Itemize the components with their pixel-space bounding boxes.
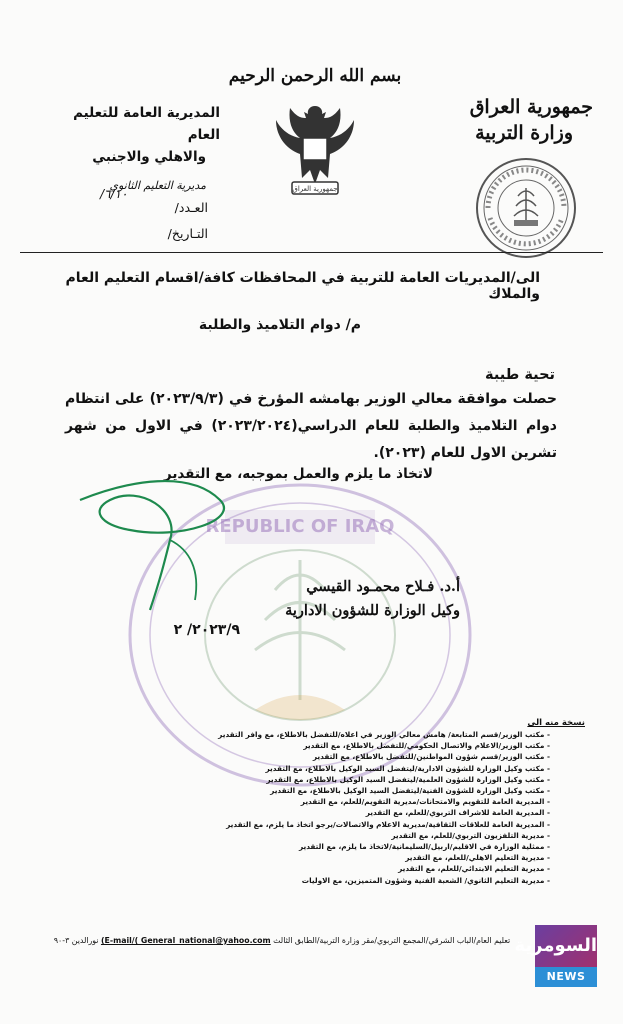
greeting: تحية طيبة: [485, 367, 555, 383]
header-divider: [20, 252, 603, 253]
directorate-line1: المديرية العامة للتعليم العام: [73, 105, 220, 143]
copy-item: - المديرية العامة للعلاقات الثقافية/مديرية الاعلام والاتصالات/يرجو اتخاذ ما يلزم، مع التقدير: [150, 819, 550, 830]
copy-item: - مديرية التعليم الابتدائي/للعلم، مع التقدير: [150, 863, 550, 874]
directorate-line2: والاهلي والاجنبي: [92, 149, 206, 165]
signatory-name: أ.د. فـلاح محمـود القيسي: [306, 578, 460, 595]
copy-item: - مكتب وكيل الوزارة للشؤون العلمية/ليتفضل السيد الوكيل بالاطلاع، مع التقدير: [150, 774, 550, 785]
ministry-seal-icon: [474, 156, 578, 260]
number-value: ٦/١٠/: [100, 187, 128, 201]
footer-address-text: تعليم العام/الباب الشرقي/المجمع التربوي/مقر وزارة التربية/الطابق الثالث: [273, 936, 511, 945]
emblem-caption: جمهورية العراق: [292, 185, 338, 193]
copy-item: - مكتب وكيل الوزارة للشؤون الفنية/ليتفضل السيد الوكيل بالاطلاع، مع التقدير: [150, 785, 550, 796]
copy-item: - مكتب الوزير/الاعلام والاتصال الحكومي/للتفضل بالاطلاع، مع التقدير: [150, 740, 550, 751]
ministry-name: وزارة التربية: [475, 122, 573, 144]
closing-line: لاتخاذ ما يلزم والعمل بموجبه، مع التقدير: [163, 466, 433, 482]
copy-item: - مديرية التعليم الثانوي/ الشعبة الفنية وشؤون المتميزين، مع الاوليات: [150, 875, 550, 886]
copy-item: - مديرية التعليم الاهلي/للعلم، مع التقدير: [150, 852, 550, 863]
copy-item: - مكتب الوزير/قسم المتابعة/ هامش معالي الوزير في اعلاه/للتفضل بالاطلاع، مع وافر التقدير: [150, 729, 550, 740]
footer-email[interactable]: (E-mail/( General_national@yahoo.com: [100, 936, 271, 945]
country-name: جمهورية العراق: [469, 96, 593, 118]
letter-body: حصلت موافقة معالي الوزير بهامشه المؤرخ في (٢٠٢٣/٩/٣) على انتظام دوام التلاميذ والطلبة للعام الدراسي(٢٠٢٣/٢٠٢٤) في الاول من شهر تشرين الاول للعام (٢٠٢٣).: [65, 391, 557, 461]
number-label: العـدد/: [174, 200, 208, 215]
news-label: NEWS: [535, 967, 597, 987]
letterhead-right: [423, 94, 593, 146]
letterhead-left: [60, 102, 220, 196]
signatory-title: وكيل الوزارة للشؤون الادارية: [285, 602, 460, 619]
copies-list: [150, 729, 550, 886]
copy-item: - مكتب الوزير/قسم شؤون المواطنين/للتفضل بالاطلاع، مع التقدير: [150, 751, 550, 762]
copy-item: - المديرية العامة للتقويم والامتحانات/مديرية التقويم/للعلم، مع التقدير: [150, 796, 550, 807]
copy-item: - مديرية التلفزيون التربوي/للعلم، مع التقدير: [150, 830, 550, 841]
signature-date: ٢٠٢٣/٩/ ٢: [173, 622, 240, 638]
addressee: الى/المديريات العامة للتربية في المحافظات كافة/اقسام التعليم العام والملاك: [65, 270, 540, 302]
sub-directorate: مديرية التعليم الثانوي: [109, 179, 206, 192]
news-logo: السومرية: [535, 925, 597, 967]
stamp-text: REPUBLIC OF IRAQ: [205, 516, 395, 537]
copy-item: - مكتب وكيل الوزارة للشؤون الادارية/ليتفضل السيد الوكيل بالاطلاع، مع التقدير: [150, 763, 550, 774]
copy-item: - المديرية العامة للاشراف التربوي/للعلم، مع التقدير: [150, 807, 550, 818]
signatory-block: [230, 575, 460, 623]
copies-title: نسخة منه الى: [527, 718, 585, 728]
iraq-emblem-icon: [270, 98, 360, 198]
date-label: التـاريخ/: [167, 226, 208, 241]
basmala: بسم الله الرحمن الرحيم: [228, 66, 402, 86]
news-badge: [514, 925, 597, 987]
subject: م/ دوام التلاميذ والطلبة: [198, 317, 362, 333]
footer-postal: نورالدين ٣-٩٠: [53, 936, 99, 945]
footer-address: [32, 936, 532, 945]
copy-item: - ممثلية الوزارة في الاقليم/اربيل/السليمانية/لاتخاذ ما يلزم، مع التقدير: [150, 841, 550, 852]
